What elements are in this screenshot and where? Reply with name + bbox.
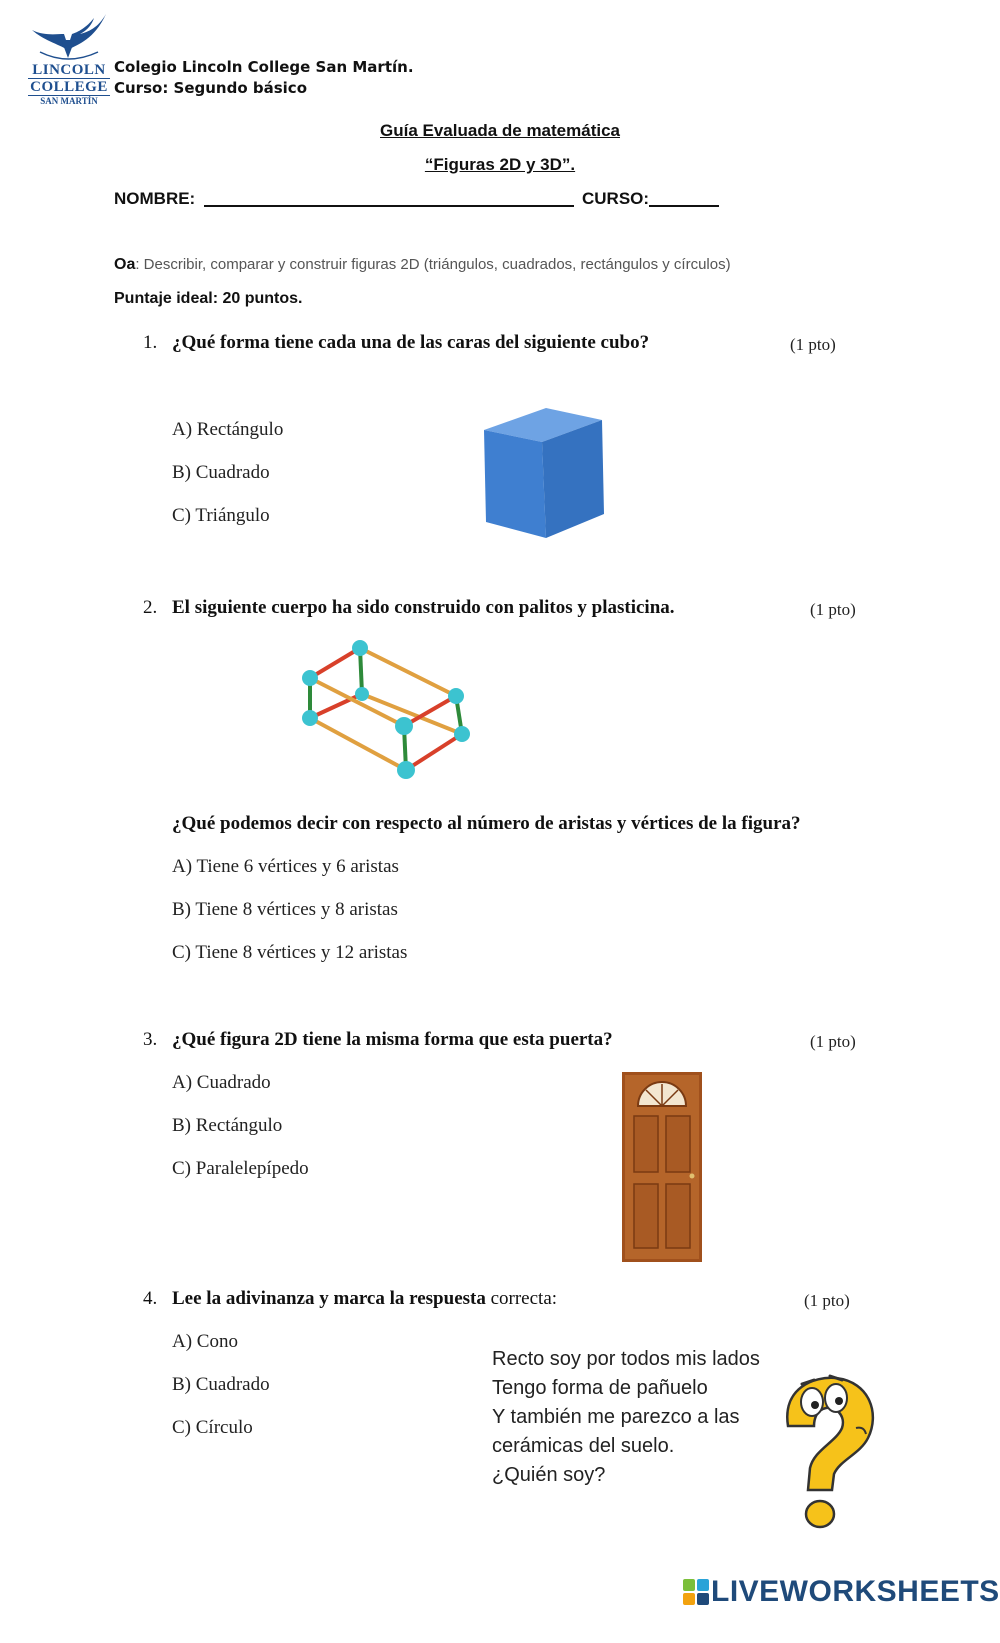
- stick-prism-image: [296, 638, 476, 788]
- logo-text-lincoln: LINCOLN: [32, 62, 106, 78]
- riddle-box: [492, 1345, 760, 1490]
- question-1: [143, 332, 649, 354]
- objective-label: Oa: [114, 256, 136, 273]
- question-4-text-normal: correcta:: [485, 1288, 558, 1309]
- question-mark-character-icon: [774, 1368, 884, 1538]
- logo-text-san-martin: SAN MARTÍN: [28, 95, 110, 106]
- q1-option-c[interactable]: C) Triángulo: [172, 505, 270, 526]
- course-line: Curso: Segundo básico: [114, 79, 308, 97]
- page-title: Guía Evaluada de matemática: [380, 121, 620, 140]
- q4-option-b[interactable]: B) Cuadrado: [172, 1374, 270, 1395]
- question-1-points: (1 pto): [790, 335, 836, 354]
- q4-option-c[interactable]: C) Círculo: [172, 1417, 253, 1438]
- riddle-line-2: Tengo forma de pañuelo: [492, 1377, 708, 1399]
- objective-text: : Describir, comparar y construir figuras 2D (triángulos, cuadrados, rectángulos y círculos): [135, 256, 731, 273]
- q2-option-b[interactable]: B) Tiene 8 vértices y 8 aristas: [172, 899, 398, 920]
- question-3-text: ¿Qué figura 2D tiene la misma forma que esta puerta?: [172, 1029, 613, 1050]
- course-label: CURSO:: [582, 189, 650, 208]
- logo-text-college: COLLEGE: [28, 78, 110, 96]
- question-2-subquestion: [172, 813, 801, 835]
- name-field[interactable]: [204, 187, 574, 207]
- blue-cube-image: [482, 408, 608, 540]
- name-row: [114, 187, 574, 209]
- question-2: [143, 597, 675, 619]
- question-1-text: ¿Qué forma tiene cada una de las caras del siguiente cubo?: [172, 332, 650, 353]
- q2-option-a[interactable]: A) Tiene 6 vértices y 6 aristas: [172, 856, 399, 877]
- question-4-number: 4.: [143, 1288, 158, 1309]
- door-image: [622, 1072, 702, 1262]
- objective: [114, 256, 731, 274]
- question-4-points: (1 pto): [804, 1291, 850, 1310]
- question-4: [143, 1288, 557, 1310]
- liveworksheets-logo-icon: [683, 1579, 709, 1605]
- question-4-text-bold: Lee la adivinanza y marca la respuesta: [172, 1288, 486, 1309]
- question-3-points: (1 pto): [810, 1032, 856, 1051]
- q1-option-a[interactable]: A) Rectángulo: [172, 419, 284, 440]
- page-subtitle: “Figuras 2D y 3D”.: [424, 155, 576, 174]
- riddle-line-3: Y también me parezco a las: [492, 1406, 740, 1428]
- question-2-number: 2.: [143, 597, 158, 618]
- q4-option-a[interactable]: A) Cono: [172, 1331, 238, 1352]
- question-1-number: 1.: [143, 332, 158, 353]
- liveworksheets-brand: LIVEWORKSHEETS: [711, 1575, 1000, 1608]
- q3-option-c[interactable]: C) Paralelepípedo: [172, 1158, 309, 1179]
- q1-option-b[interactable]: B) Cuadrado: [172, 462, 270, 483]
- riddle-line-5: ¿Quién soy?: [492, 1464, 606, 1486]
- question-2-subquestion-text: ¿Qué podemos decir con respecto al número de aristas y vértices de la figura?: [172, 813, 801, 834]
- school-name: Colegio Lincoln College San Martín.: [114, 58, 414, 76]
- q2-option-c[interactable]: C) Tiene 8 vértices y 12 aristas: [172, 942, 408, 963]
- question-2-points: (1 pto): [810, 600, 856, 619]
- question-3: [143, 1029, 613, 1051]
- riddle-line-4: cerámicas del suelo.: [492, 1435, 675, 1457]
- eagle-logo-icon: [28, 10, 110, 65]
- liveworksheets-footer[interactable]: [683, 1575, 1000, 1609]
- q3-option-a[interactable]: A) Cuadrado: [172, 1072, 271, 1093]
- course-row: [582, 187, 719, 209]
- q3-option-b[interactable]: B) Rectángulo: [172, 1115, 283, 1136]
- score-line: Puntaje ideal: 20 puntos.: [114, 290, 303, 307]
- question-2-text: El siguiente cuerpo ha sido construido con palitos y plasticina.: [172, 597, 675, 618]
- name-label: NOMBRE:: [114, 189, 196, 208]
- riddle-line-1: Recto soy por todos mis lados: [492, 1348, 760, 1370]
- course-field[interactable]: [649, 187, 719, 207]
- question-3-number: 3.: [143, 1029, 158, 1050]
- school-logo: [28, 10, 110, 105]
